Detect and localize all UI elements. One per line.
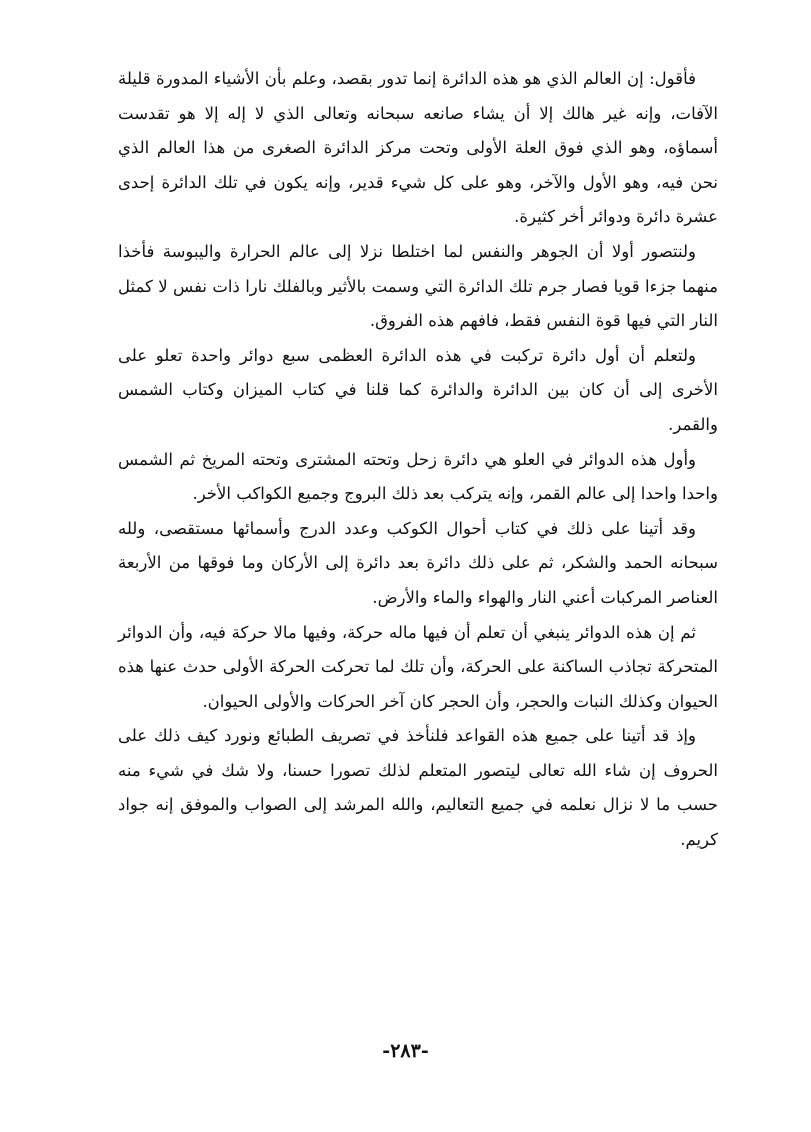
body-text [118, 62, 718, 858]
paragraph-7: وإذ قد أتينا على جميع هذه القواعد فلنأخذ في تصريف الطبائع ونورد كيف ذلك على الحروف إن شاء الله تعالى ليتصور المتعلم لذلك تصورا حسنا، ولا شك في شيء منه حسب ما لا نزال نعلمه في جميع التعاليم، والله المرشد إلى الصواب والموفق إنه جواد كريم. [118, 726, 718, 850]
paragraph-6: ثم إن هذه الدوائر ينبغي أن تعلم أن فيها ماله حركة، وفيها مالا حركة فيه، وأن الدوائر المتحركة تجاذب الساكنة على الحركة، وأن تلك لما تحركت الحركة الأولى حدث عنها هذه الحيوان وكذلك النبات والحجر، وأن الحجر كان آخر الحركات والأولى الحيوان. [118, 622, 718, 711]
paragraph-1: فأقول: إن العالم الذي هو هذه الدائرة إنما تدور بقصد، وعلم بأن الأشياء المدورة قليلة الآفات، وإنه غير هالك إلا أن يشاء صانعه سبحانه وتعالى الذي لا إله إلا هو تقدست أسماؤه، وهو الذي فوق العلة الأولى وتحت مركز الدائرة الصغرى من هذا العالم الذي نحن فيه، وهو الأول والآخر، وهو على كل شيء قدير، وإنه يكون في تلك الدائرة إحدى عشرة دائرة ودوائر أخر كثيرة. [118, 69, 718, 227]
paragraph-2: ولنتصور أولا أن الجوهر والنفس لما اختلطا نزلا إلى عالم الحرارة واليبوسة فأخذا منهما جزءا قويا فصار جرم تلك الدائرة التي وسمت بالأثير وبالفلك نارا ذات نفس لا كمثل النار التي فيها قوة النفس فقط، فافهم هذه الفروق. [118, 241, 718, 331]
page-number: -٢٨٣- [382, 1040, 429, 1062]
paragraph-3: ولتعلم أن أول دائرة تركبت في هذه الدائرة العظمى سبع دوائر واحدة تعلو على الأخرى إلى أن كان بين الدائرة والدائرة كما قلنا في كتاب الميزان وكتاب الشمس والقمر. [118, 345, 718, 434]
paragraph-5: وقد أتينا على ذلك في كتاب أحوال الكوكب وعدد الدرج وأسمائها مستقصى، ولله سبحانه الحمد والشكر، ثم على ذلك دائرة بعد دائرة إلى الأركان وما فوقها من الأربعة العناصر المركبات أعني النار والهواء والماء والأرض. [118, 518, 718, 607]
paragraph-4: وأول هذه الدوائر في العلو هي دائرة زحل وتحته المشترى وتحته المريخ ثم الشمس واحدا واحدا إلى عالم القمر، وإنه يتركب بعد ذلك البروج وجميع الكواكب الأخر. [118, 449, 718, 504]
